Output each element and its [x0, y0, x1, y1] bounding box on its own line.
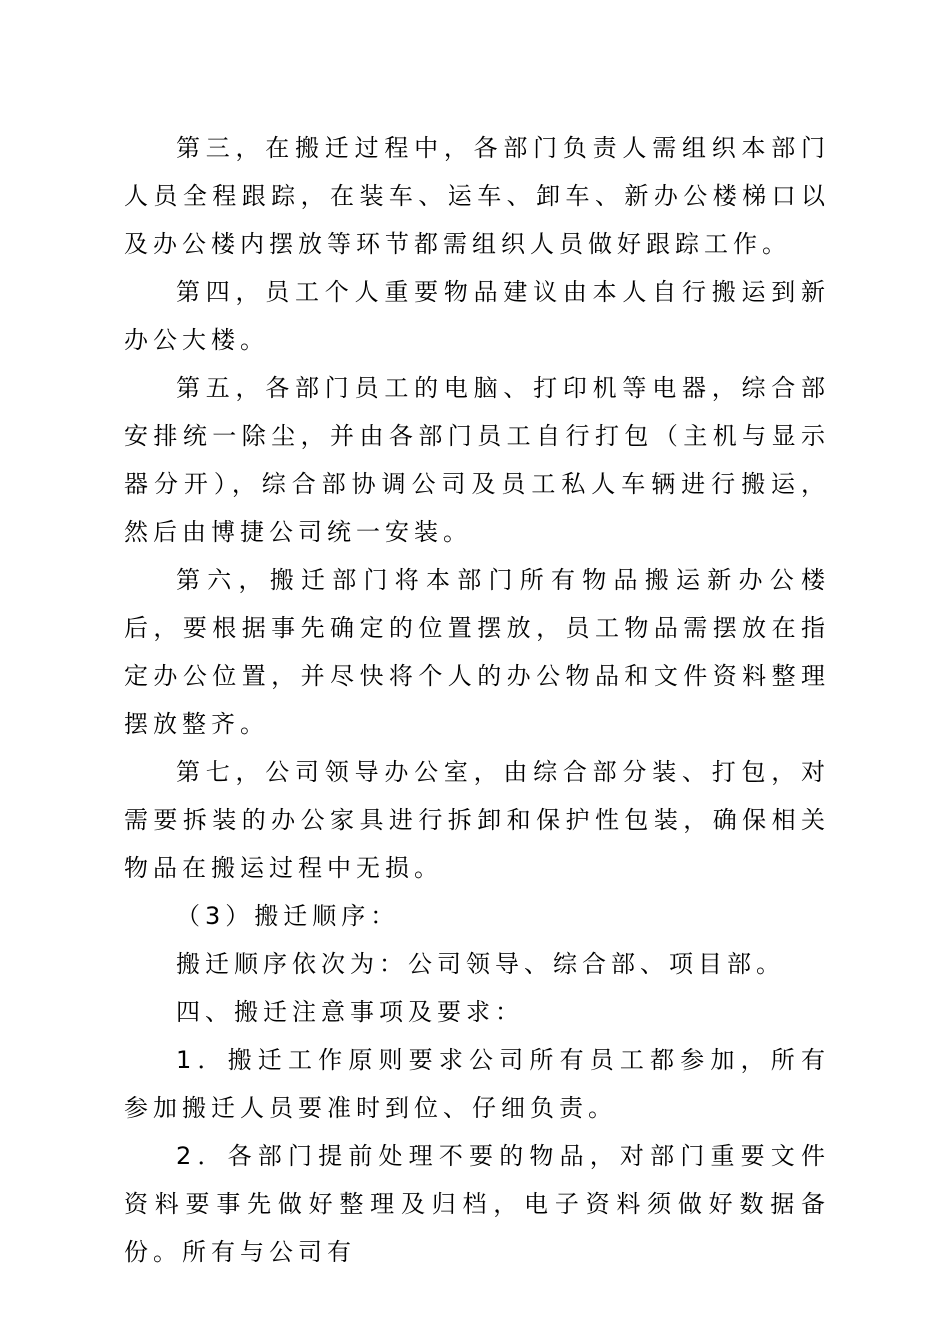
paragraph-requirement-one: 1．搬迁工作原则要求公司所有员工都参加，所有参加搬迁人员要准时到位、仔细负责。	[124, 1046, 830, 1122]
paragraph-step-six: 第六，搬迁部门将本部门所有物品搬运新办公楼后，要根据事先确定的位置摆放，员工物品需摆放在指定办公位置，并尽快将个人的办公物品和文件资料整理摆放整齐。	[124, 566, 830, 738]
paragraph-step-five: 第五，各部门员工的电脑、打印机等电器，综合部安排统一除尘，并由各部门员工自行打包（主机与显示器分开），综合部协调公司及员工私人车辆进行搬运，然后由博捷公司统一安装。	[124, 374, 830, 546]
paragraph-requirement-two: 2．各部门提前处理不要的物品，对部门重要文件资料要事先做好整理及归档，电子资料须做好数据备份。所有与公司有	[124, 1142, 830, 1266]
paragraph-step-four: 第四，员工个人重要物品建议由本人自行搬运到新办公大楼。	[124, 278, 830, 354]
paragraph-order-detail: 搬迁顺序依次为：公司领导、综合部、项目部。	[176, 950, 785, 978]
paragraph-section-four-heading: 四、搬迁注意事项及要求：	[176, 998, 524, 1026]
paragraph-step-three: 第三，在搬迁过程中，各部门负责人需组织本部门人员全程跟踪，在装车、运车、卸车、新办公楼梯口以及办公楼内摆放等环节都需组织人员做好跟踪工作。	[124, 134, 830, 258]
paragraph-section-order-heading: （3）搬迁顺序：	[176, 902, 400, 930]
paragraph-step-seven: 第七，公司领导办公室，由综合部分装、打包，对需要拆装的办公家具进行拆卸和保护性包装，确保相关物品在搬运过程中无损。	[124, 758, 830, 882]
document-body	[124, 124, 830, 1276]
